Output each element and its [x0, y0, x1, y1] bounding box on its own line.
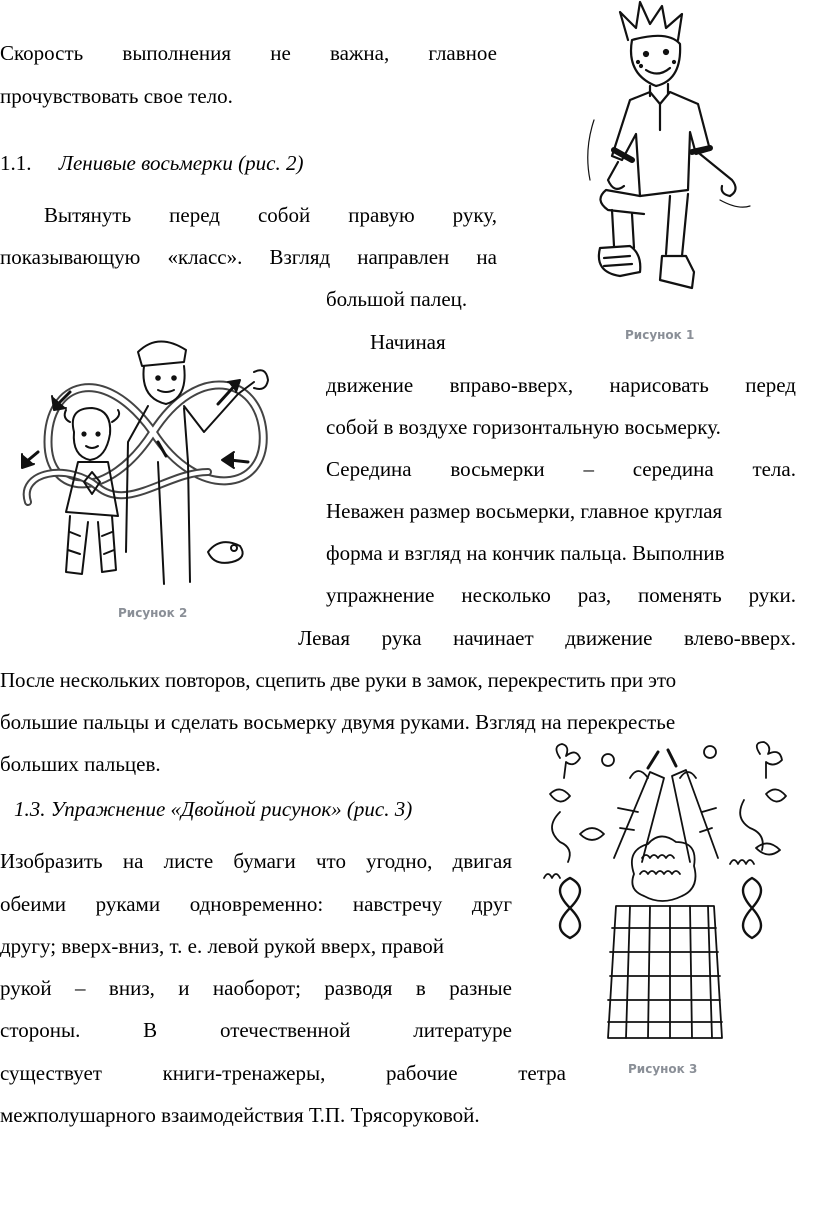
word: руку, [452, 203, 497, 227]
paragraph-line-12: форма и взгляд на кончик пальца. Выполнив [326, 541, 725, 565]
word: одновременно: [189, 892, 324, 916]
word: поменять [638, 583, 722, 607]
word: и [178, 976, 190, 1000]
word: на [122, 849, 144, 873]
word: Изобразить [0, 849, 103, 873]
paragraph-line-11: Неважен размер восьмерки, главное круглая [326, 499, 723, 523]
boy-marching-illustration [570, 0, 770, 300]
word: раз, [577, 583, 612, 607]
paragraph-line-16: большие пальцы и сделать восьмерку двумя руками. Взгляд на перекрестье [0, 710, 676, 734]
word: руками [95, 892, 161, 916]
figure-1-caption: Рисунок 1 [625, 328, 695, 342]
figure-2-caption: Рисунок 2 [118, 606, 188, 620]
paragraph-line-15: После нескольких повторов, сцепить две руки в замок, перекрестить при это [0, 668, 676, 692]
section-title: Ленивые восьмерки (рис. 2) [58, 151, 304, 175]
word: стороны. [0, 1018, 81, 1042]
word: тетра [518, 1061, 566, 1085]
section-heading-1-1 [0, 150, 303, 176]
word: литературе [413, 1018, 512, 1042]
word: наоборот; [212, 976, 301, 1000]
word: – [75, 976, 86, 1000]
word: Скорость [0, 41, 84, 65]
paragraph-line-10 [326, 456, 796, 482]
word: показывающую [0, 245, 141, 269]
word: разные [449, 976, 512, 1000]
word: руки. [748, 583, 796, 607]
word: листе [163, 849, 214, 873]
paragraph-line-14 [298, 625, 796, 651]
word: двигая [452, 849, 512, 873]
paragraph-line-21: другу; вверх-вниз, т. е. левой рукой вверх, правой [0, 934, 444, 958]
section-number: 1.1. [0, 151, 32, 175]
paragraph-line-13 [326, 582, 796, 608]
word: Середина [326, 457, 412, 481]
word: влево-вверх. [684, 626, 796, 650]
word: восьмерки [450, 457, 545, 481]
word: в [415, 976, 426, 1000]
word: вправо-вверх, [449, 373, 574, 397]
paragraph-line-19 [0, 848, 512, 874]
paragraph-line-23 [0, 1017, 512, 1043]
double-drawing-illustration [530, 738, 800, 1058]
word: вниз, [108, 976, 155, 1000]
word: рукой [0, 976, 52, 1000]
word: Взгляд [269, 245, 331, 269]
word: Левая [298, 626, 351, 650]
word: разводя [324, 976, 393, 1000]
word: друг [471, 892, 512, 916]
paragraph-line-24 [0, 1060, 566, 1086]
word: книги-тренажеры, [162, 1061, 326, 1085]
word: выполнения [122, 41, 232, 65]
word: главное [428, 41, 497, 65]
word: важна, [329, 41, 390, 65]
word: нарисовать [609, 373, 709, 397]
word: правую [348, 203, 415, 227]
word: рабочие [385, 1061, 458, 1085]
word: – [583, 457, 594, 481]
paragraph-line-1 [0, 40, 497, 66]
word: существует [0, 1061, 102, 1085]
word: перед [745, 373, 796, 397]
paragraph-line-4 [44, 202, 497, 228]
word: обеими [0, 892, 66, 916]
word: отечественной [220, 1018, 351, 1042]
word: перед [169, 203, 220, 227]
word: направлен [357, 245, 450, 269]
word: середина [632, 457, 714, 481]
paragraph-line-20 [0, 891, 512, 917]
section-heading-1-3: 1.3. Упражнение «Двойной рисунок» (рис. 3) [14, 797, 413, 821]
word: движение [565, 626, 653, 650]
paragraph-line-22 [0, 975, 512, 1001]
figure-3-caption: Рисунок 3 [628, 1062, 698, 1076]
paragraph-line-8 [326, 372, 796, 398]
word: В [143, 1018, 158, 1042]
word: «класс». [167, 245, 243, 269]
word: что [316, 849, 346, 873]
paragraph-line-5 [0, 244, 497, 270]
paragraph-line-25: межполушарного взаимодействия Т.П. Трясоруковой. [0, 1103, 480, 1127]
word: движение [326, 373, 414, 397]
figure-eight-illustration [8, 322, 298, 602]
paragraph-line-6: большой палец. [326, 287, 468, 311]
paragraph-line-9: собой в воздухе горизонтальную восьмерку. [326, 415, 721, 439]
word: рука [381, 626, 422, 650]
word: угодно, [366, 849, 433, 873]
word: не [270, 41, 291, 65]
paragraph-line-7: Начиная [370, 330, 446, 354]
word: несколько [461, 583, 551, 607]
word: на [476, 245, 497, 269]
word: Вытянуть [44, 203, 132, 227]
word: навстречу [352, 892, 443, 916]
paragraph-line-2: прочувствовать свое тело. [0, 84, 233, 108]
word: тела. [752, 457, 796, 481]
paragraph-line-17: больших пальцев. [0, 752, 161, 776]
word: собой [257, 203, 311, 227]
word: упражнение [326, 583, 435, 607]
word: бумаги [233, 849, 296, 873]
word: начинает [453, 626, 534, 650]
